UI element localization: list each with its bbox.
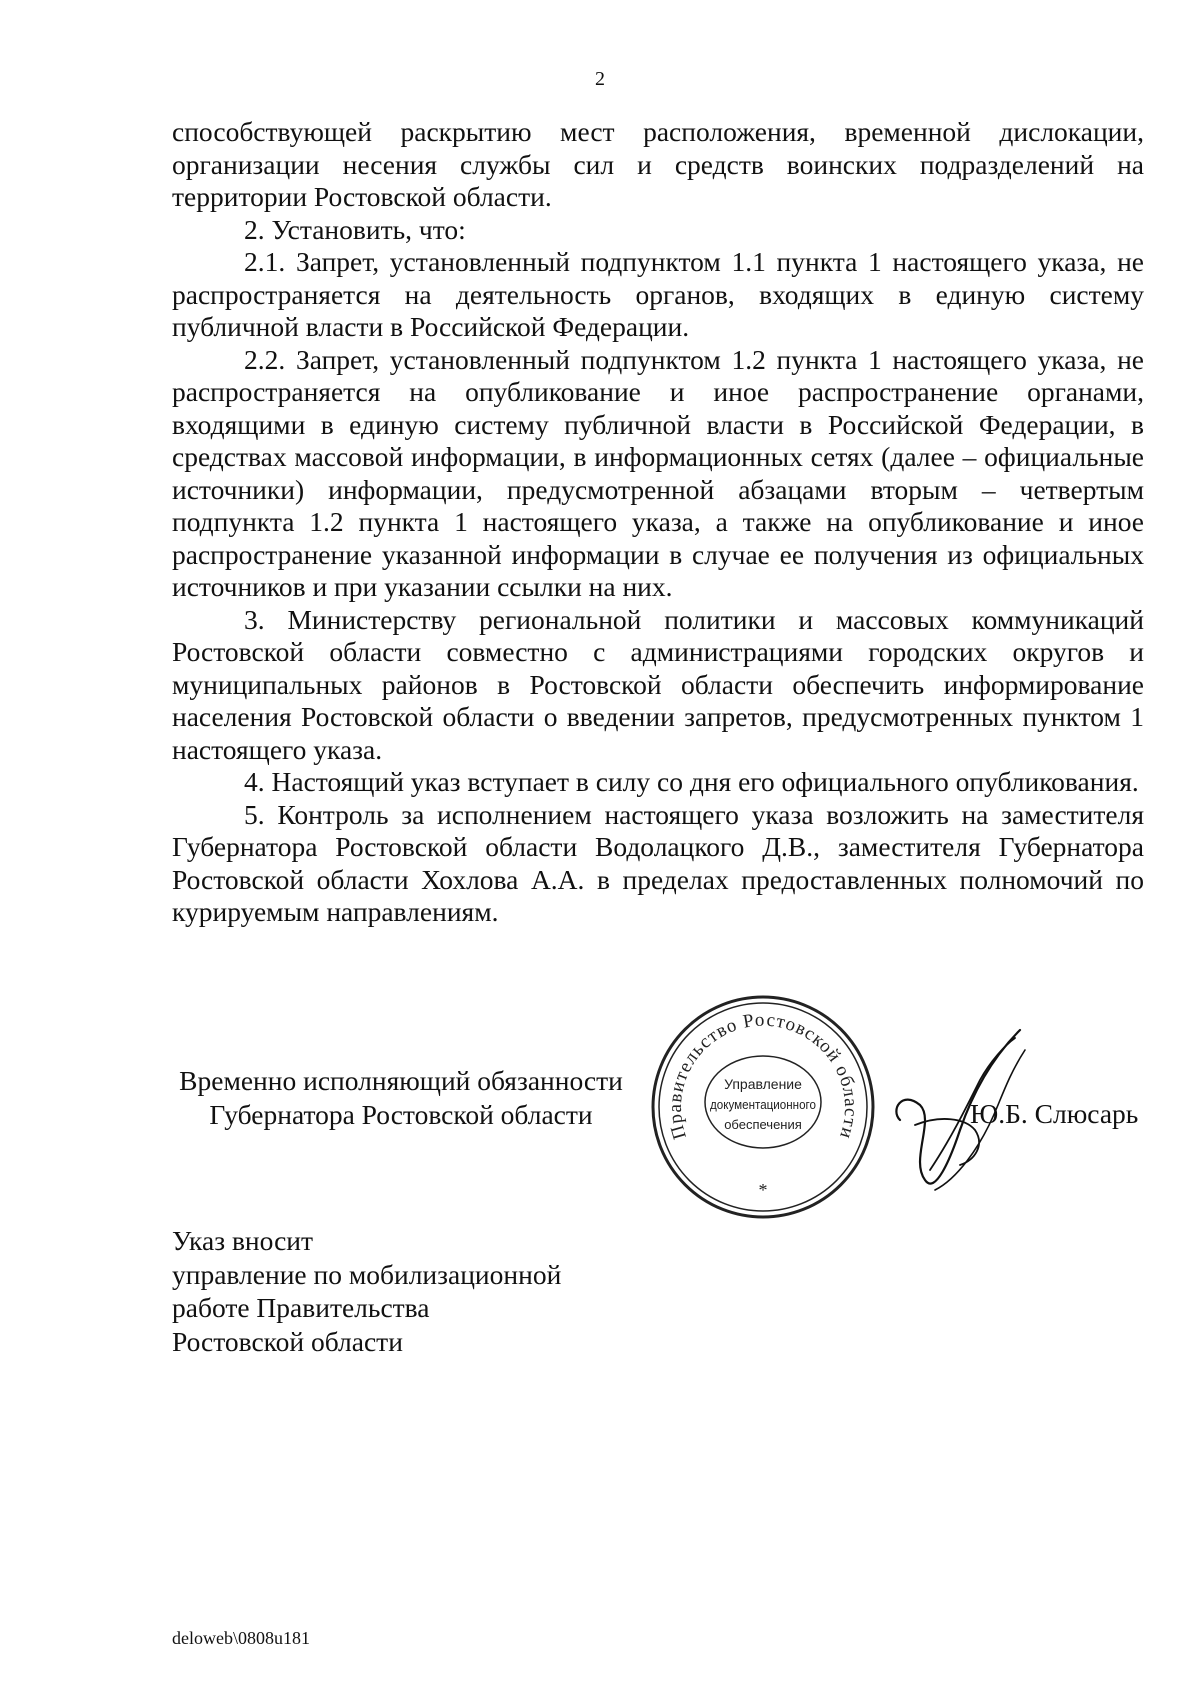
submitted-by-block <box>172 1224 561 1358</box>
paragraph-clause-2-1: 2.1. Запрет, установленный подпунктом 1.1 пункта 1 настоящего указа, не распространяется на деятельность органов, входящих в единую систему публичной власти в Российской Федерации. <box>172 246 1144 342</box>
decree-body <box>172 116 1144 929</box>
seal-center-line-1: Управление <box>724 1076 802 1092</box>
official-seal-stamp <box>648 992 878 1222</box>
document-file-code: deloweb\0808u181 <box>172 1628 310 1648</box>
paragraph-clause-2: 2. Установить, что: <box>244 213 466 245</box>
page-number: 2 <box>595 68 605 90</box>
paragraph-clause-3: 3. Министерству региональной политики и массовых коммуникаций Ростовской области совместно с администрациями городских округов и муниципальных районов в Ростовской области обеспечить информирование населения Ростовской области о введении запретов, предусмотренных пунктом 1 настоящего указа. <box>172 603 1144 765</box>
signatory-title-line-1: Временно исполняющий обязанности <box>179 1065 623 1096</box>
submitted-by-line-2: управление по мобилизационной <box>172 1258 562 1290</box>
submitted-by-line-1: Указ вносит <box>172 1225 314 1256</box>
signatory-title <box>172 1064 630 1132</box>
paragraph-continuation: способствующей раскрытию мест расположения, временной дислокации, организации несения службы сил и средств воинских подразделений на территории Ростовской области. <box>172 116 1144 212</box>
seal-center-line-3: обеспечения <box>724 1117 802 1132</box>
paragraph-clause-5: 5. Контроль за исполнением настоящего указа возложить на заместителя Губернатора Ростовской области Водолацкого Д.В., заместителя Губернатора Ростовской области Хохлова А.А. в пределах предоставленных полномочий по курируемым направлениям. <box>172 798 1144 927</box>
seal-center-line-2: документационного <box>710 1098 817 1112</box>
submitted-by-line-3: работе Правительства <box>172 1292 430 1323</box>
signatory-title-line-2: Губернатора Ростовской области <box>209 1099 593 1130</box>
submitted-by-line-4: Ростовской области <box>172 1325 403 1357</box>
seal-star: * <box>758 1180 768 1200</box>
paragraph-clause-2-2: 2.2. Запрет, установленный подпунктом 1.2 пункта 1 настоящего указа, не распространяется на опубликование и иное распространение органами, входящими в единую систему публичной власти в Российской Федерации, в средствах массовой информации, в информационных сетях (далее – официальные источники) информации, предусмотренной абзацами вторым – четвертым подпункта 1.2 пункта 1 настоящего указа, а также на опубликование и иное распространение указанной информации в случае ее получения из официальных источников и при указании ссылки на них. <box>172 343 1144 602</box>
seal-ring-text: Правительство Ростовской области <box>664 1009 862 1142</box>
paragraph-clause-4: 4. Настоящий указ вступает в силу со дня его официального опубликования. <box>244 766 1139 797</box>
signatory-name: Ю.Б. Слюсарь <box>970 1098 1139 1129</box>
